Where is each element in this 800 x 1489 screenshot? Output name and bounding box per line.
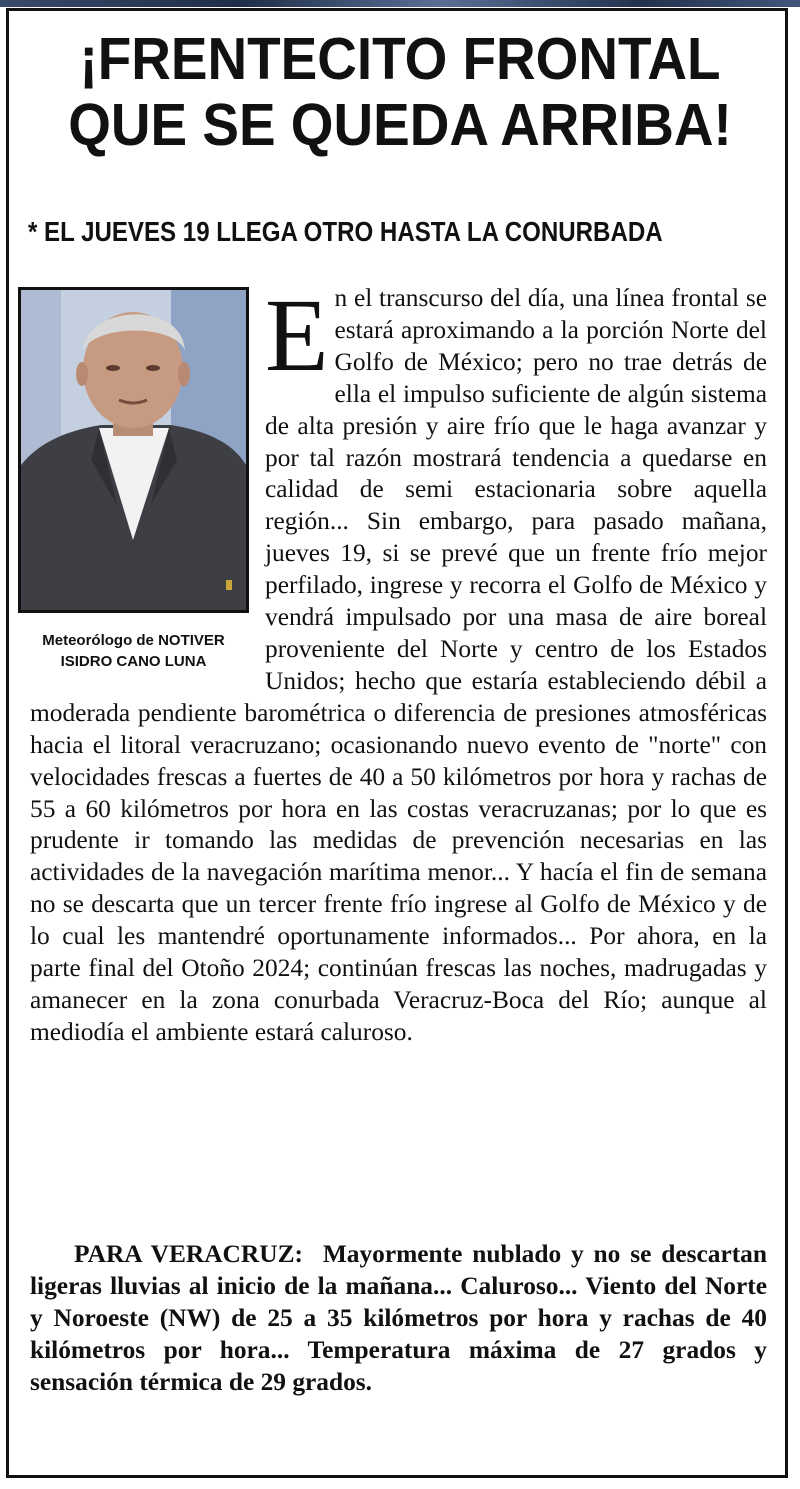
- headline-line-2: QUE SE QUEDA ARRIBA!: [68, 92, 732, 158]
- article-body: [30, 278, 767, 1049]
- drop-cap: E: [265, 278, 329, 393]
- article-text: n el transcurso del día, una línea frontal se estará aproximando a la porción Norte del Golfo de México; pero no trae detrás de ella el impulso suficiente de algún sistema de alta presión y aire frío que le haga avanzar y por tal razón mostrará tendencia a quedarse en calidad de semi estacionaria sobre aquella región... Sin embargo, para pasado mañana, jueves 19, si se prevé que un frente frío mejor perfilado, ingrese y recorra el Golfo de México y vendrá impulsado por una masa de aire boreal proveniente del Norte y centro de los Estados Unidos; hecho que estaría estableciendo débil a moderada pendiente barométrica o diferencia de presiones atmosféricas hacia el litoral veracruzano; ocasionando nuevo evento de "norte" con velocidades frescas a fuertes de 40 a 50 kilómetros por hora y rachas de 55 a 60 kilómetros por hora en las costas veracruzanas; por lo que es prudente ir tomando las medidas de prevención necesarias en las actividades de la navegación marítima menor... Y hacía el fin de semana no se descarta que un tercer frente frío ingrese al Golfo de México y de lo cual les mantendré oportunamente informados... Por ahora, en la parte final del Otoño 2024; continúan frescas las noches, madrugadas y amanecer en la zona conurbada Veracruz-Boca del Río; aunque al mediodía el ambiente estará caluroso.: [30, 284, 767, 1046]
- caption-line-1: Meteorólogo de NOTIVER: [42, 632, 225, 649]
- subheadline: * EL JUEVES 19 LLEGA OTRO HASTA LA CONURBADA: [28, 216, 663, 247]
- photo-spacer: [30, 283, 265, 693]
- caption-line-2: ISIDRO CANO LUNA: [60, 653, 207, 670]
- veracruz-forecast: [30, 1238, 767, 1398]
- top-photo-strip: [0, 0, 800, 7]
- headline: [47, 26, 754, 158]
- forecast-label: PARA VERACRUZ:: [74, 1240, 303, 1268]
- headline-line-1: ¡FRENTECITO FRONTAL: [79, 26, 721, 92]
- forecast-text: Mayormente nublado y no se descartan ligeras lluvias al inicio de la mañana... Caluroso... Viento del Norte y Noroeste (NW) de 25 a 35 kilómetros por hora y rachas de 40 kilómetros por hora... Temperatura máxima de 27 grados y sensación térmica de 29 grados.: [30, 1240, 767, 1396]
